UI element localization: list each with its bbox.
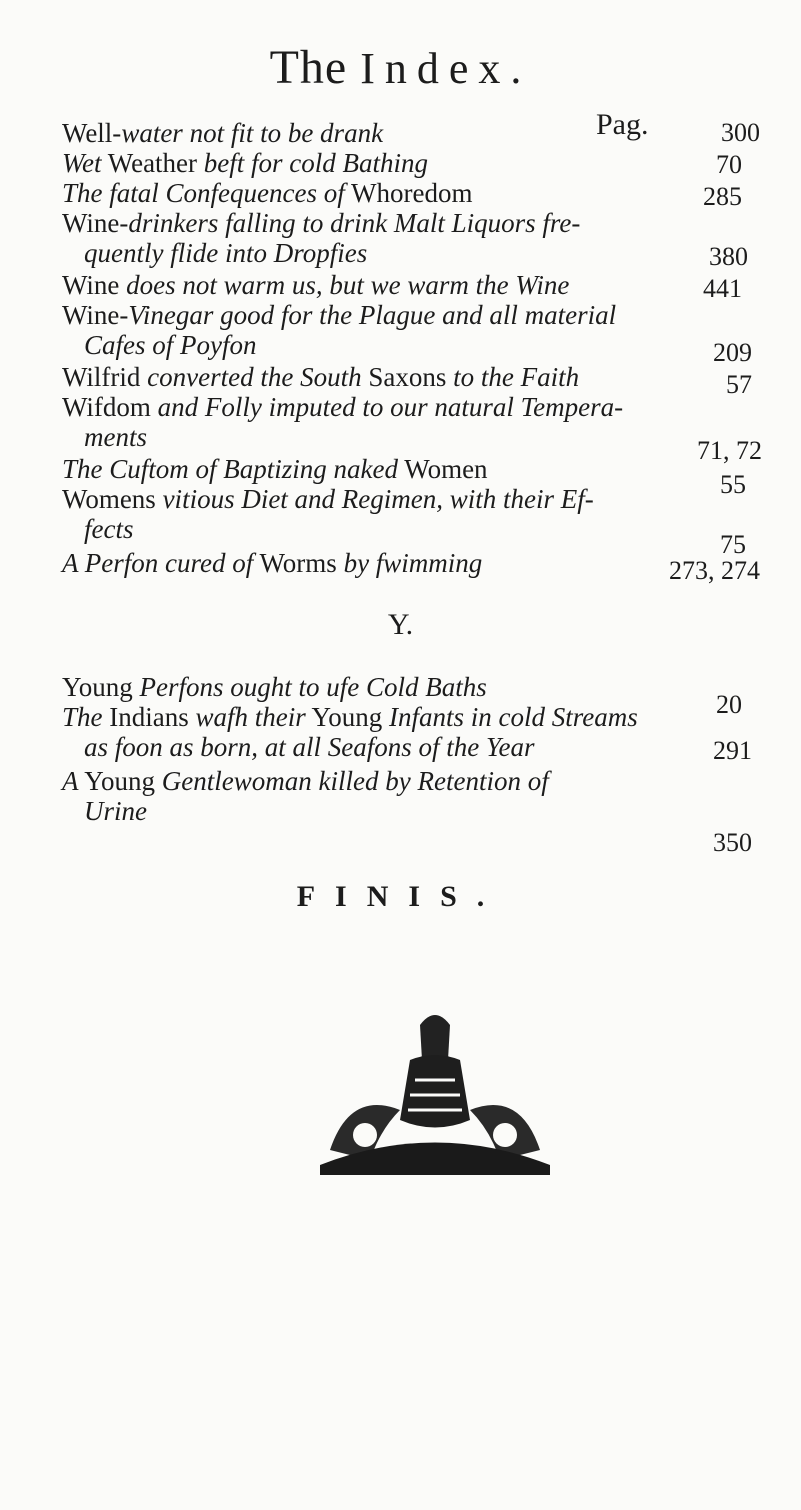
index-entry: The Cuftom of Baptizing naked Women [62, 454, 488, 484]
index-entry: A Perfon cured of Worms by fwimming [62, 548, 483, 578]
page-ref: 20 [716, 690, 742, 719]
page-ref: 291 [713, 736, 752, 765]
ornament-figure-body [400, 1055, 470, 1128]
index-entry: Wifdom and Folly imputed to our natural Tempera- ments [62, 392, 624, 452]
page-ref: 209 [713, 338, 752, 367]
page-ref: 380 [709, 242, 748, 271]
page-ref: 71, 72 [697, 436, 762, 465]
page-ref: 441 [703, 274, 742, 303]
page-ref: 75 [720, 530, 746, 559]
page-column-label: Pag. [596, 108, 649, 141]
index-entry: Wine does not warm us, but we warm the Wine [62, 270, 570, 300]
page-ref: 300 [721, 118, 760, 147]
section-letter-y: Y. [387, 608, 414, 641]
index-entry: Wine-drinkers falling to drink Malt Liquors fre- quently flide into Dropfies [62, 208, 581, 268]
index-entry: Wilfrid converted the South Saxons to the Faith [62, 362, 580, 392]
index-entry: Well-water not fit to be drank [62, 118, 384, 148]
page-ref: 285 [703, 182, 742, 211]
running-head [0, 40, 801, 95]
index-entry: The Indians wafh their Young Infants in cold Streams as foon as born, at all Seafons of the Year [62, 702, 638, 762]
finis-text: FINIS. [296, 880, 505, 913]
running-head-index: Index. [360, 44, 532, 93]
page-ref: 273, 274 [669, 556, 760, 585]
index-entry: Young Perfons ought to ufe Cold Baths [62, 672, 487, 702]
index-entry: Wine-Vinegar good for the Plague and all material Cafes of Poyfon [62, 300, 617, 360]
index-entry: The fatal Confequences of Whoredom [62, 178, 473, 208]
running-head-word: The [269, 41, 348, 94]
page-ref: 57 [726, 370, 752, 399]
index-entry: Wet Weather beft for cold Bathing [62, 148, 429, 178]
index-entry: Womens vitious Diet and Regimen, with their Ef- fects [62, 484, 594, 544]
printers-ornament [310, 1000, 560, 1175]
index-entry: A Young Gentlewoman killed by Retention of Urine [62, 766, 549, 826]
page-ref: 70 [716, 150, 742, 179]
page-ref: 350 [713, 828, 752, 857]
page-ref: 55 [720, 470, 746, 499]
